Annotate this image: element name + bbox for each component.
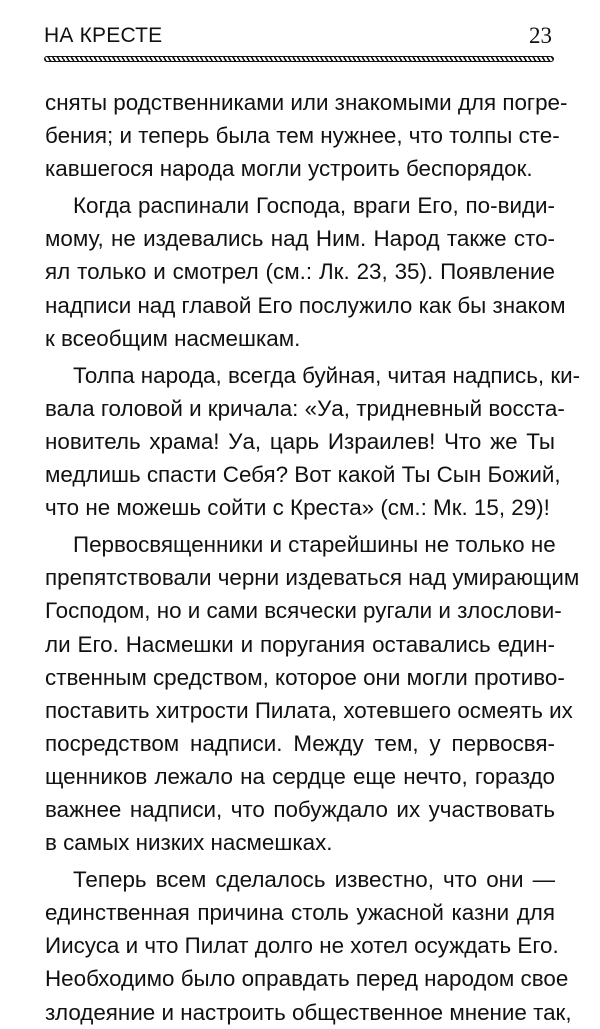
text-line: надписи над главой Его послужило как бы знаком	[45, 292, 566, 318]
text-line: кавшегося народа могли устроить беспорядок.	[45, 156, 533, 182]
text-line: вала головой и кричала: «Уа, тридневный восста-	[45, 395, 565, 421]
text-line: препятствовали черни издеваться над умирающим	[45, 565, 580, 591]
body-text	[45, 86, 581, 1029]
text-line: в самых низких насмешках.	[45, 830, 333, 856]
text-line: к всеобщим насмешкам.	[45, 325, 301, 351]
paragraph	[45, 86, 568, 185]
text-line: поставить хитрости Пилата, хотевшего осмеять их	[45, 697, 573, 723]
text-line: Господом, но и сами всячески ругали и злослови-	[45, 598, 562, 624]
text-line: ственным средством, которое они могли противо-	[45, 664, 565, 690]
page-number: 23	[529, 23, 552, 48]
text-line: бения; и теперь была тем нужнее, что толпы сте-	[45, 123, 560, 149]
text-line: злодеяние и настроить общественное мнение так,	[45, 999, 572, 1025]
text-line: Иисуса и что Пилат долго не хотел осуждать Его.	[45, 933, 559, 959]
text-line: Необходимо было оправдать перед народом свое	[45, 966, 569, 992]
text-line: щенников лежало на сердце еще нечто, гораздо	[45, 763, 555, 789]
text-line: медлишь спасти Себя? Вот какой Ты Сын Божий,	[45, 462, 561, 488]
text-line: Теперь всем сделалось известно, что они —	[73, 867, 555, 893]
text-line: Когда распинали Господа, враги Его, по-види-	[73, 193, 555, 219]
paragraph	[45, 863, 572, 1028]
paragraph	[45, 528, 580, 859]
running-head	[44, 22, 556, 52]
text-line: мому, не издевались над Ним. Народ также сто-	[45, 226, 555, 252]
text-line: сняты родственниками или знакомыми для погре-	[45, 90, 568, 115]
text-line: новитель храма! Уа, царь Израилев! Что же Ты	[45, 428, 555, 454]
text-line: единственная причина столь ужасной казни для	[45, 900, 555, 926]
text-line: ял только и смотрел (см.: Лк. 23, 35). Появление	[45, 259, 555, 285]
running-title: НА КРЕСТЕ	[44, 24, 163, 47]
text-line: что не можешь сойти с Креста» (см.: Мк. 15, 29)!	[45, 495, 550, 521]
text-line: Первосвященники и старейшины не только не	[73, 532, 556, 558]
text-line: посредством надписи. Между тем, у первосвя-	[45, 730, 555, 756]
rope-ornament-divider	[44, 56, 554, 62]
paragraph	[45, 189, 566, 354]
text-line: Толпа народа, всегда буйная, читая надпись, ки-	[73, 362, 581, 388]
text-line: ли Его. Насмешки и поругания оставались един-	[45, 631, 555, 657]
paragraph	[45, 359, 581, 524]
text-line: важнее надписи, что побуждало их участвовать	[45, 796, 555, 822]
